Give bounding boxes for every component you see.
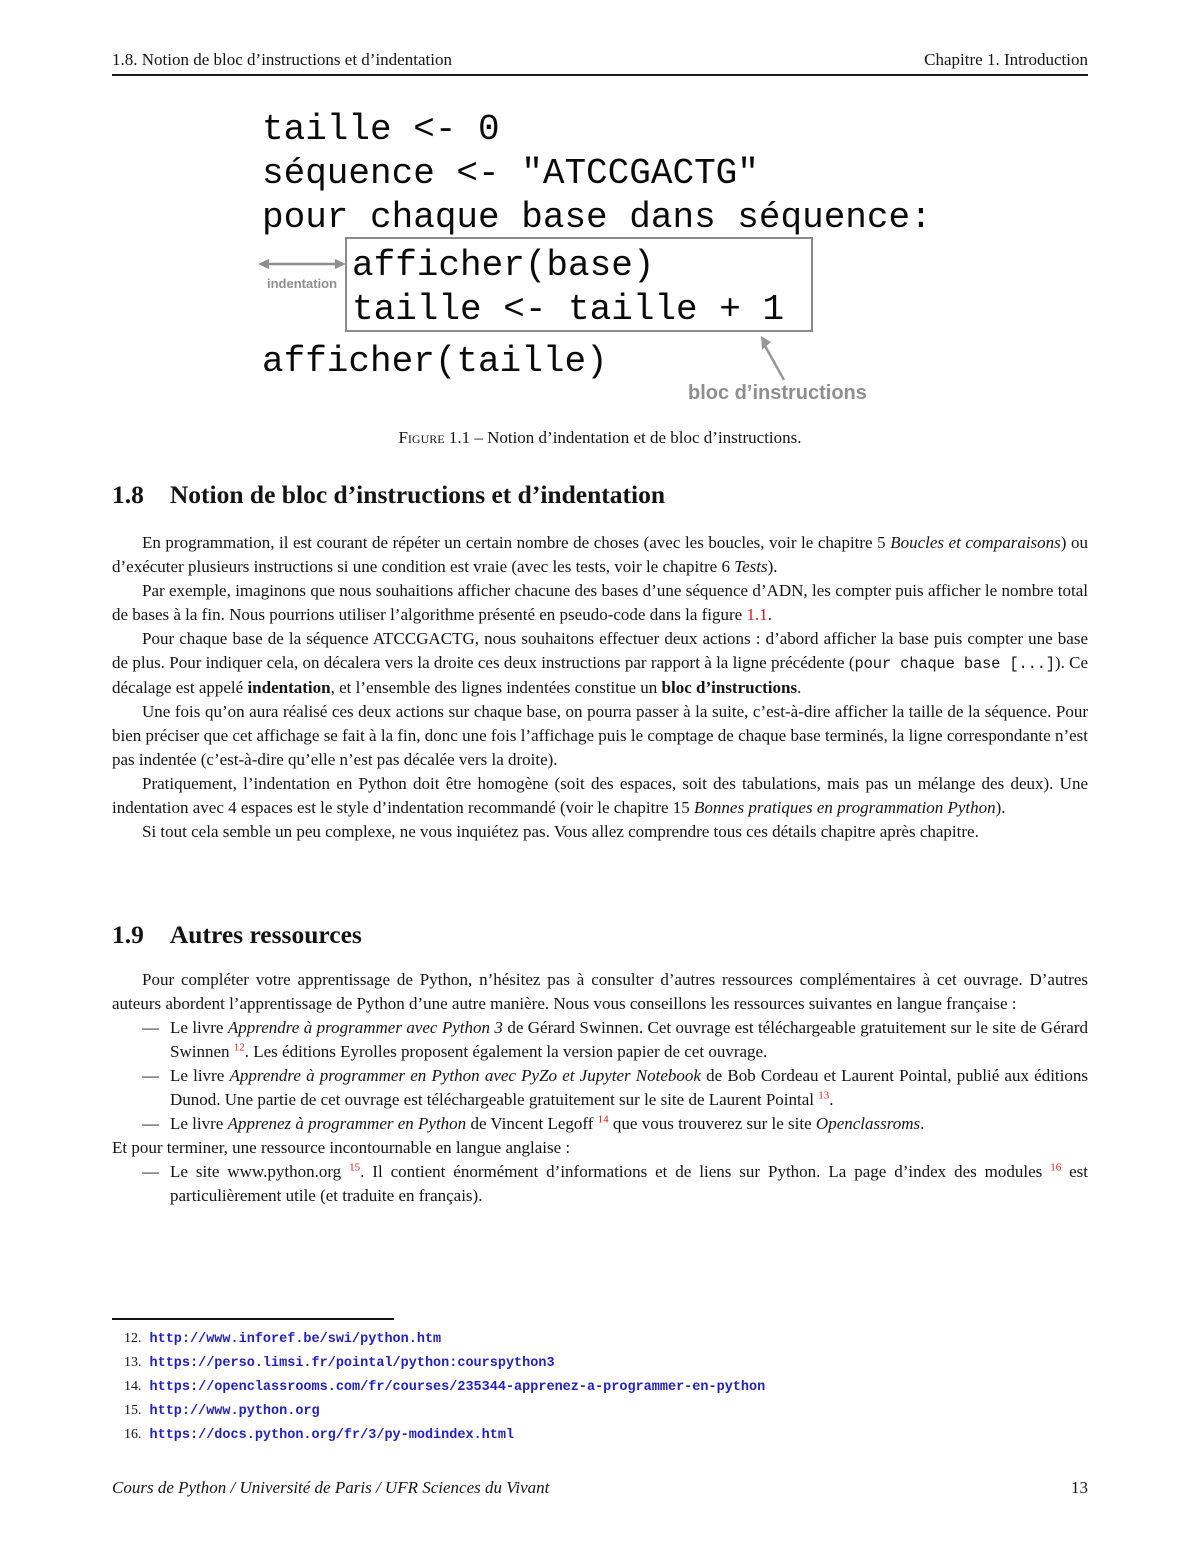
paragraph [112,820,1088,844]
instruction-block-label: bloc d’instructions [688,382,867,404]
paragraph [112,531,1088,579]
list-dash: — [142,1018,159,1037]
body-text-column [112,531,1088,844]
indentation-arrow-icon [258,257,346,271]
code-line-boxed: afficher(base) [352,245,655,286]
text-segment: . Il contient énormément d’informations et de liens sur Python. La page d’index des modules [360,1162,1051,1181]
text-segment: Le livre [170,1066,230,1085]
text-segment: Apprendre à programmer en Python avec PyZo et Jupyter Notebook [229,1066,701,1085]
section-title: Notion de bloc d’instructions et d’indentation [169,480,666,509]
code-line: séquence <- "ATCCGACTG" [262,153,759,194]
resource-list-item [112,1112,1088,1136]
text-segment: . [797,678,802,697]
indentation-label: indentation [266,276,338,291]
code-line-boxed: taille <- taille + 1 [352,289,785,330]
paragraph [112,627,1088,700]
footnote-url-link[interactable]: https://docs.python.org/fr/3/py-modindex.html [149,1428,515,1443]
figure-caption [112,428,1088,448]
footnote-ref-link[interactable]: 13 [818,1089,830,1102]
text-segment: En programmation, il est courant de répéter un certain nombre de choses (avec les boucles, voir le chapitre 5 [142,533,891,552]
text-segment: est particulièrement utile (et traduite en français). [170,1162,1088,1205]
figure-caption-label: Figure 1.1 [398,428,471,447]
footnote [112,1375,1088,1399]
text-segment: Bonnes pratiques en programmation Python [694,798,996,817]
text-segment: . [829,1090,834,1109]
footnote-ref-link[interactable]: 14 [597,1113,609,1126]
text-segment: ). [767,557,778,576]
text-segment: Pour compléter votre apprentissage de Python, n’hésitez pas à consulter d’autres ressources complémentaires à cet ouvrage. D’autres auteurs abordent l’apprentissage de Python d’une autre manière. Nous vous conseillons les ressources suivantes en langue française : [112,970,1088,1013]
figure-ref-link[interactable]: 1.1 [746,605,768,624]
footnote [112,1351,1088,1375]
resources-column [112,968,1088,1208]
section-title: Autres ressources [169,920,362,949]
text-segment: Pratiquement, l’indentation en Python doit être homogène (soit des espaces, soit des tabulations, mais pas un mélange des deux). Une indentation avec 4 espaces est le style d’indentation recommandé (voir le chapitre 15 [112,774,1088,817]
resources-interlude [112,1136,1088,1160]
resource-item-text [170,1018,1088,1061]
text-segment: Par exemple, imaginons que nous souhaitions afficher chacune des bases d’une séquence d’ADN, les compter puis afficher le nombre total de bases à la fin. Nous pourrions utiliser l’algorithme présenté en pseudo-code dans la figure [112,581,1088,624]
text-segment: de Vincent Legoff [466,1114,598,1133]
text-segment: Boucles et comparaisons [890,533,1061,552]
text-segment: Apprenez à programmer en Python [227,1114,467,1133]
footer-course-title: Cours de Python / Université de Paris / UFR Sciences du Vivant [112,1478,550,1497]
footnote-url-link[interactable]: http://www.python.org [149,1404,320,1419]
text-segment: Et pour terminer, une ressource incontournable en langue anglaise : [112,1138,571,1157]
section-heading-1-8 [112,480,665,510]
text-segment: ). Ce décalage est appelé [112,653,1089,697]
paragraph [112,700,1088,772]
header-rule [112,74,1088,76]
section-number: 1.8 [112,480,144,509]
text-segment: de Bob Cordeau et Laurent Pointal, publié aux éditions Dunod. Une partie de cet ouvrage est téléchargeable gratuitement sur le site de Laurent Pointal [170,1066,1088,1109]
text-segment: que vous trouverez sur le site [608,1114,816,1133]
footnote-number: 12. [124,1331,142,1346]
resource-item-text [170,1162,1088,1205]
code-line: afficher(taille) [262,341,608,382]
footnote-ref-link[interactable]: 12 [233,1041,245,1054]
code-line: taille <- 0 [262,109,500,150]
paragraph [112,772,1088,820]
text-segment: Le livre [170,1114,228,1133]
list-dash: — [142,1066,159,1085]
text-segment: bloc d’instructions [661,678,798,697]
header-chapter-title: Chapitre 1. Introduction [924,50,1088,69]
text-segment: Le livre [170,1018,228,1037]
text-segment: Le site www.python.org [170,1162,350,1181]
resources-intro [112,968,1088,1016]
text-segment: pour chaque base [...] [854,655,1055,673]
resource-list-item [112,1064,1088,1112]
text-segment: Apprendre à programmer avec Python 3 [227,1018,503,1037]
text-segment: Pour chaque base de la séquence ATCCGACTG, nous souhaitons effectuer deux actions : d’abord afficher la base puis compter une base de plus. Pour indiquer cela, on décalera vers la droite ces deux instructions par rapport à la ligne précédente ( [112,629,1088,672]
block-pointer-arrow-icon [752,334,796,386]
text-segment: de Gérard Swinnen. Cet ouvrage est téléchargeable gratuitement sur le site de Gérard Swinnen [170,1018,1088,1061]
list-dash: — [142,1114,159,1133]
footnotes-block [112,1318,1088,1447]
footnote-number: 14. [124,1379,142,1394]
text-segment: Une fois qu’on aura réalisé ces deux actions sur chaque base, on pourra passer à la suite, c’est-à-dire afficher la taille de la séquence. Pour bien préciser que cet affichage se fait à la fin, donc une fois l’affichage puis le comptage de chaque base terminés, la ligne correspondante n’est pas indentée (c’est-à-dire qu’elle n’est pas décalée vers la droite). [112,702,1088,769]
footnote-number: 13. [124,1355,142,1370]
resource-item-text [170,1066,1088,1109]
text-segment: . Les éditions Eyrolles proposent également la version papier de cet ouvrage. [244,1042,768,1061]
resource-list-item [112,1016,1088,1064]
footnote-number: 15. [124,1403,142,1418]
footnote-ref-link[interactable]: 15 [349,1161,361,1174]
text-segment: Tests [734,557,768,576]
footer-page-number: 13 [1071,1478,1088,1497]
paragraph [112,579,1088,627]
footnote-url-link[interactable]: http://www.inforef.be/swi/python.htm [149,1332,442,1347]
text-segment: Si tout cela semble un peu complexe, ne vous inquiétez pas. Vous allez comprendre tous ces détails chapitre après chapitre. [142,822,979,841]
footnote-ref-link[interactable]: 16 [1050,1161,1062,1174]
footnote [112,1399,1088,1423]
footnote [112,1423,1088,1447]
footnote [112,1327,1088,1351]
text-segment: indentation [247,678,331,697]
text-segment: ) ou d’exécuter plusieurs instructions si une condition est vraie (avec les tests, voir le chapitre 6 [112,533,1088,576]
text-segment: . [767,605,772,624]
resource-item-text [170,1114,924,1133]
header-section-title: 1.8. Notion de bloc d’instructions et d’indentation [112,50,452,69]
footnote-url-link[interactable]: https://perso.limsi.fr/pointal/python:courspython3 [149,1356,555,1371]
figure-caption-text: – Notion d’indentation et de bloc d’instructions. [470,428,802,447]
footnote-url-link[interactable]: https://openclassrooms.com/fr/courses/235344-apprenez-a-programmer-en-python [149,1380,766,1395]
text-segment: , et l’ensemble des lignes indentées constitue un [330,678,662,697]
list-dash: — [142,1162,159,1181]
section-number: 1.9 [112,920,144,949]
figure-1-1 [112,96,1088,432]
footnote-number: 16. [124,1427,142,1442]
footnote-rule [112,1318,394,1320]
text-segment: Openclassroms [815,1114,921,1133]
resource-list-item [112,1160,1088,1208]
text-segment: . [920,1114,925,1133]
text-segment: ). [995,798,1006,817]
section-heading-1-9 [112,920,362,950]
code-line: pour chaque base dans séquence: [262,197,932,238]
